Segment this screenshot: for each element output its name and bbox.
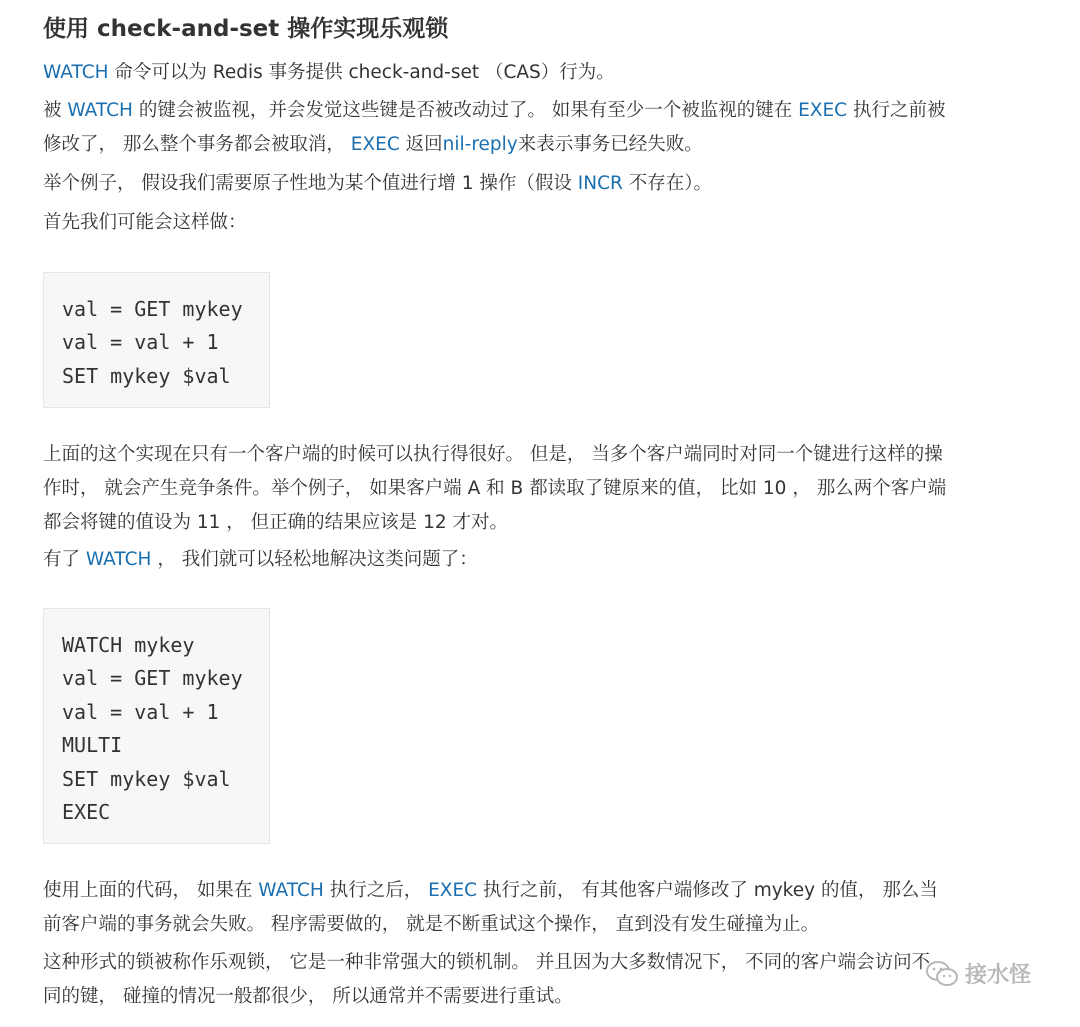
exec-link[interactable]: EXEC (798, 100, 848, 121)
code-line: val = val + 1 (62, 330, 219, 355)
code-block-watch (43, 608, 270, 844)
code-line: val = val + 1 (62, 699, 219, 724)
code-line: SET mykey $val (62, 766, 231, 791)
code-line: SET mykey $val (62, 363, 231, 388)
paragraph-result-line-1: 使用上面的代码， 如果在 WATCH 执行之后， EXEC 执行之前， 有其他客户端修改了 mykey 的值， 那么当 (43, 880, 938, 901)
paragraph-with-watch: 有了 WATCH ， 我们就可以轻松地解决这类问题了： (43, 549, 478, 570)
watch-link[interactable]: WATCH (67, 100, 133, 121)
exec-link[interactable]: EXEC (428, 880, 478, 901)
watch-link[interactable]: WATCH (43, 62, 109, 83)
paragraph-first-attempt: 首先我们可能会这样做： (43, 212, 247, 233)
watch-link[interactable]: WATCH (85, 549, 152, 570)
incr-link[interactable]: INCR (577, 173, 623, 194)
exec-link[interactable]: EXEC (350, 134, 400, 155)
paragraph-watch-line-2: 修改了， 那么整个事务都会被取消， EXEC 返回nil-reply来表示事务已经失败。 (43, 134, 703, 155)
paragraph-race-line-1: 上面的这个实现在只有一个客户端的时候可以执行得很好。 但是， 当多个客户端同时对同一个键进行这样的操 (43, 444, 943, 465)
code-line: val = GET mykey (62, 666, 243, 691)
code-line: val = GET mykey (62, 297, 243, 321)
nil-reply-link[interactable]: nil-reply (442, 134, 518, 155)
paragraph-watch-line-1: 被 WATCH 的键会被监视，并会发觉这些键是否被改动过了。 如果有至少一个被监视的键在 EXEC 执行之前被 (43, 100, 946, 121)
wechat-icon (925, 960, 959, 988)
paragraph-intro: WATCH 命令可以为 Redis 事务提供 check-and-set （CAS）行为。 (43, 62, 615, 83)
paragraph-race-line-3: 都会将键的值设为 11 ， 但正确的结果应该是 12 才对。 (43, 512, 508, 533)
paragraph-example: 举个例子， 假设我们需要原子性地为某个值进行增 1 操作（假设 INCR 不存在）。 (43, 173, 713, 194)
watermark-text: 接水怪 (965, 963, 1032, 988)
paragraph-race-line-2: 作时， 就会产生竞争条件。举个例子， 如果客户端 A 和 B 都读取了键原来的值， 比如 10 ， 那么两个客户端 (43, 478, 947, 499)
watch-link[interactable]: WATCH (258, 880, 324, 901)
paragraph-optimistic-line-1: 这种形式的锁被称作乐观锁， 它是一种非常强大的锁机制。 并且因为大多数情况下， 不同的客户端会访问不 (43, 952, 931, 973)
code-block-naive (43, 272, 270, 408)
paragraph-result-line-2: 前客户端的事务就会失败。 程序需要做的， 就是不断重试这个操作， 直到没有发生碰撞为止。 (43, 914, 820, 935)
code-line: WATCH mykey (62, 633, 195, 657)
code-line: MULTI (62, 733, 123, 758)
code-line: EXEC (62, 800, 111, 825)
watermark (925, 958, 1031, 989)
section-title: 使用 check-and-set 操作实现乐观锁 (43, 16, 449, 42)
paragraph-optimistic-line-2: 同的键， 碰撞的情况一般都很少， 所以通常并不需要进行重试。 (43, 986, 573, 1007)
